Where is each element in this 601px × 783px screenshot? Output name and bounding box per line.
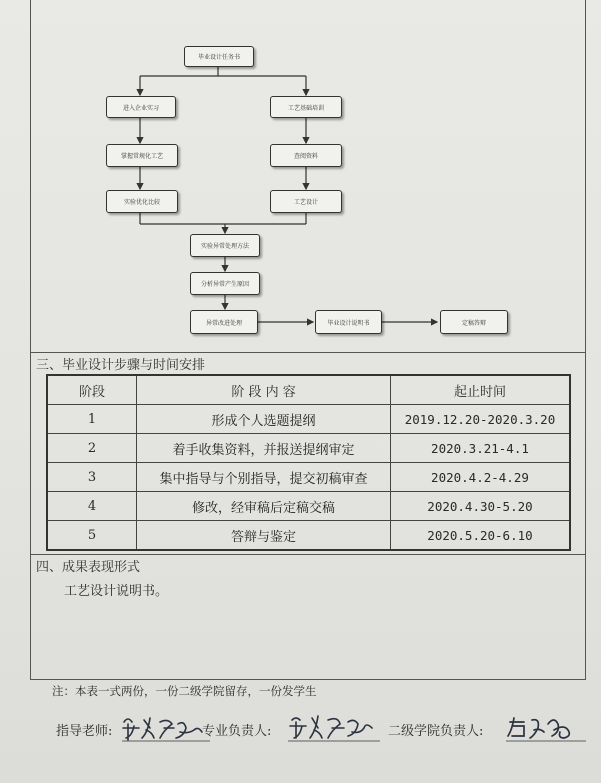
cell-stage: 4	[47, 492, 137, 521]
cell-stage: 5	[47, 521, 137, 551]
flow-node-process-training	[270, 96, 342, 118]
college-head-label: 二级学院负责人:	[388, 724, 484, 739]
header-stage: 阶段	[47, 375, 137, 405]
table-row	[47, 434, 570, 463]
cell-content: 着手收集资料，并报送提纲审定	[137, 434, 391, 463]
flow-node-label: 实验优化比较	[123, 199, 160, 206]
flow-node-task	[184, 46, 254, 67]
flowchart	[0, 0, 601, 350]
table-row	[47, 492, 570, 521]
flow-node-internship	[106, 96, 176, 118]
flow-node-label: 毕业设计说明书	[327, 319, 370, 327]
flow-node-literature	[270, 144, 342, 167]
cell-time: 2019.12.20-2020.3.20	[390, 405, 570, 434]
flow-node-label: 异常改进处理	[205, 319, 242, 327]
handwritten-signature-icon	[504, 712, 588, 744]
flow-node-design	[270, 190, 342, 213]
flow-node-label: 定稿答辩	[461, 319, 486, 327]
flow-node-thesis	[315, 310, 382, 334]
cell-content: 修改，经审稿后定稿交稿	[137, 492, 391, 521]
flow-node-label: 实验异常处理方法	[200, 243, 249, 250]
major-head-signature	[286, 712, 382, 744]
table-row	[47, 405, 570, 434]
handwritten-signature-icon	[120, 712, 212, 744]
major-head-label: 专业负责人:	[202, 724, 272, 739]
flow-node-label: 工艺设计	[293, 199, 318, 206]
flow-node-label: 进入企业实习	[122, 104, 159, 112]
section-divider	[30, 352, 586, 353]
flow-node-anomaly-fix	[190, 310, 258, 334]
section-divider	[30, 554, 586, 555]
cell-time: 2020.4.30-5.20	[390, 492, 570, 521]
cell-time: 2020.5.20-6.10	[390, 521, 570, 551]
outcome-text: 工艺设计说明书。	[64, 584, 169, 599]
handwritten-signature-icon	[286, 712, 382, 744]
cell-time: 2020.4.2-4.29	[390, 463, 570, 492]
signature-row	[52, 712, 592, 752]
schedule-table	[46, 374, 571, 551]
table-row	[47, 463, 570, 492]
cell-stage: 3	[47, 463, 137, 492]
cell-content: 形成个人选题提纲	[137, 405, 391, 434]
cell-time: 2020.3.21-4.1	[390, 434, 570, 463]
cell-stage: 1	[47, 405, 137, 434]
header-content: 阶 段 内 容	[137, 375, 391, 405]
section4-title: 四、成果表现形式	[36, 560, 141, 575]
flow-node-label: 掌握常规化工艺	[120, 153, 163, 160]
section3-title: 三、毕业设计步骤与时间安排	[36, 358, 206, 373]
advisor-label: 指导老师:	[56, 724, 113, 739]
flow-node-label: 工艺基础培训	[287, 104, 324, 112]
flow-node-anomaly-method	[190, 234, 260, 257]
cell-content: 答辩与鉴定	[137, 521, 391, 551]
table-header-row	[47, 375, 570, 405]
table-row	[47, 521, 570, 551]
flowchart-connectors	[0, 0, 601, 350]
footnote: 注：本表一式两份，一份二级学院留存，一份发学生	[52, 684, 317, 698]
flow-node-label: 毕业设计任务书	[197, 54, 240, 61]
flow-node-master-process	[106, 144, 178, 167]
advisor-signature	[120, 712, 212, 744]
college-head-signature	[504, 712, 588, 744]
cell-content: 集中指导与个别指导，提交初稿审查	[137, 463, 391, 492]
flow-node-label: 查阅资料	[293, 153, 318, 160]
flow-node-label: 分析异常产生原因	[200, 281, 249, 288]
cell-stage: 2	[47, 434, 137, 463]
flow-node-experiment	[106, 190, 178, 213]
flow-node-anomaly-cause	[190, 272, 260, 295]
flow-node-defense	[440, 310, 508, 334]
header-time: 起止时间	[390, 375, 570, 405]
